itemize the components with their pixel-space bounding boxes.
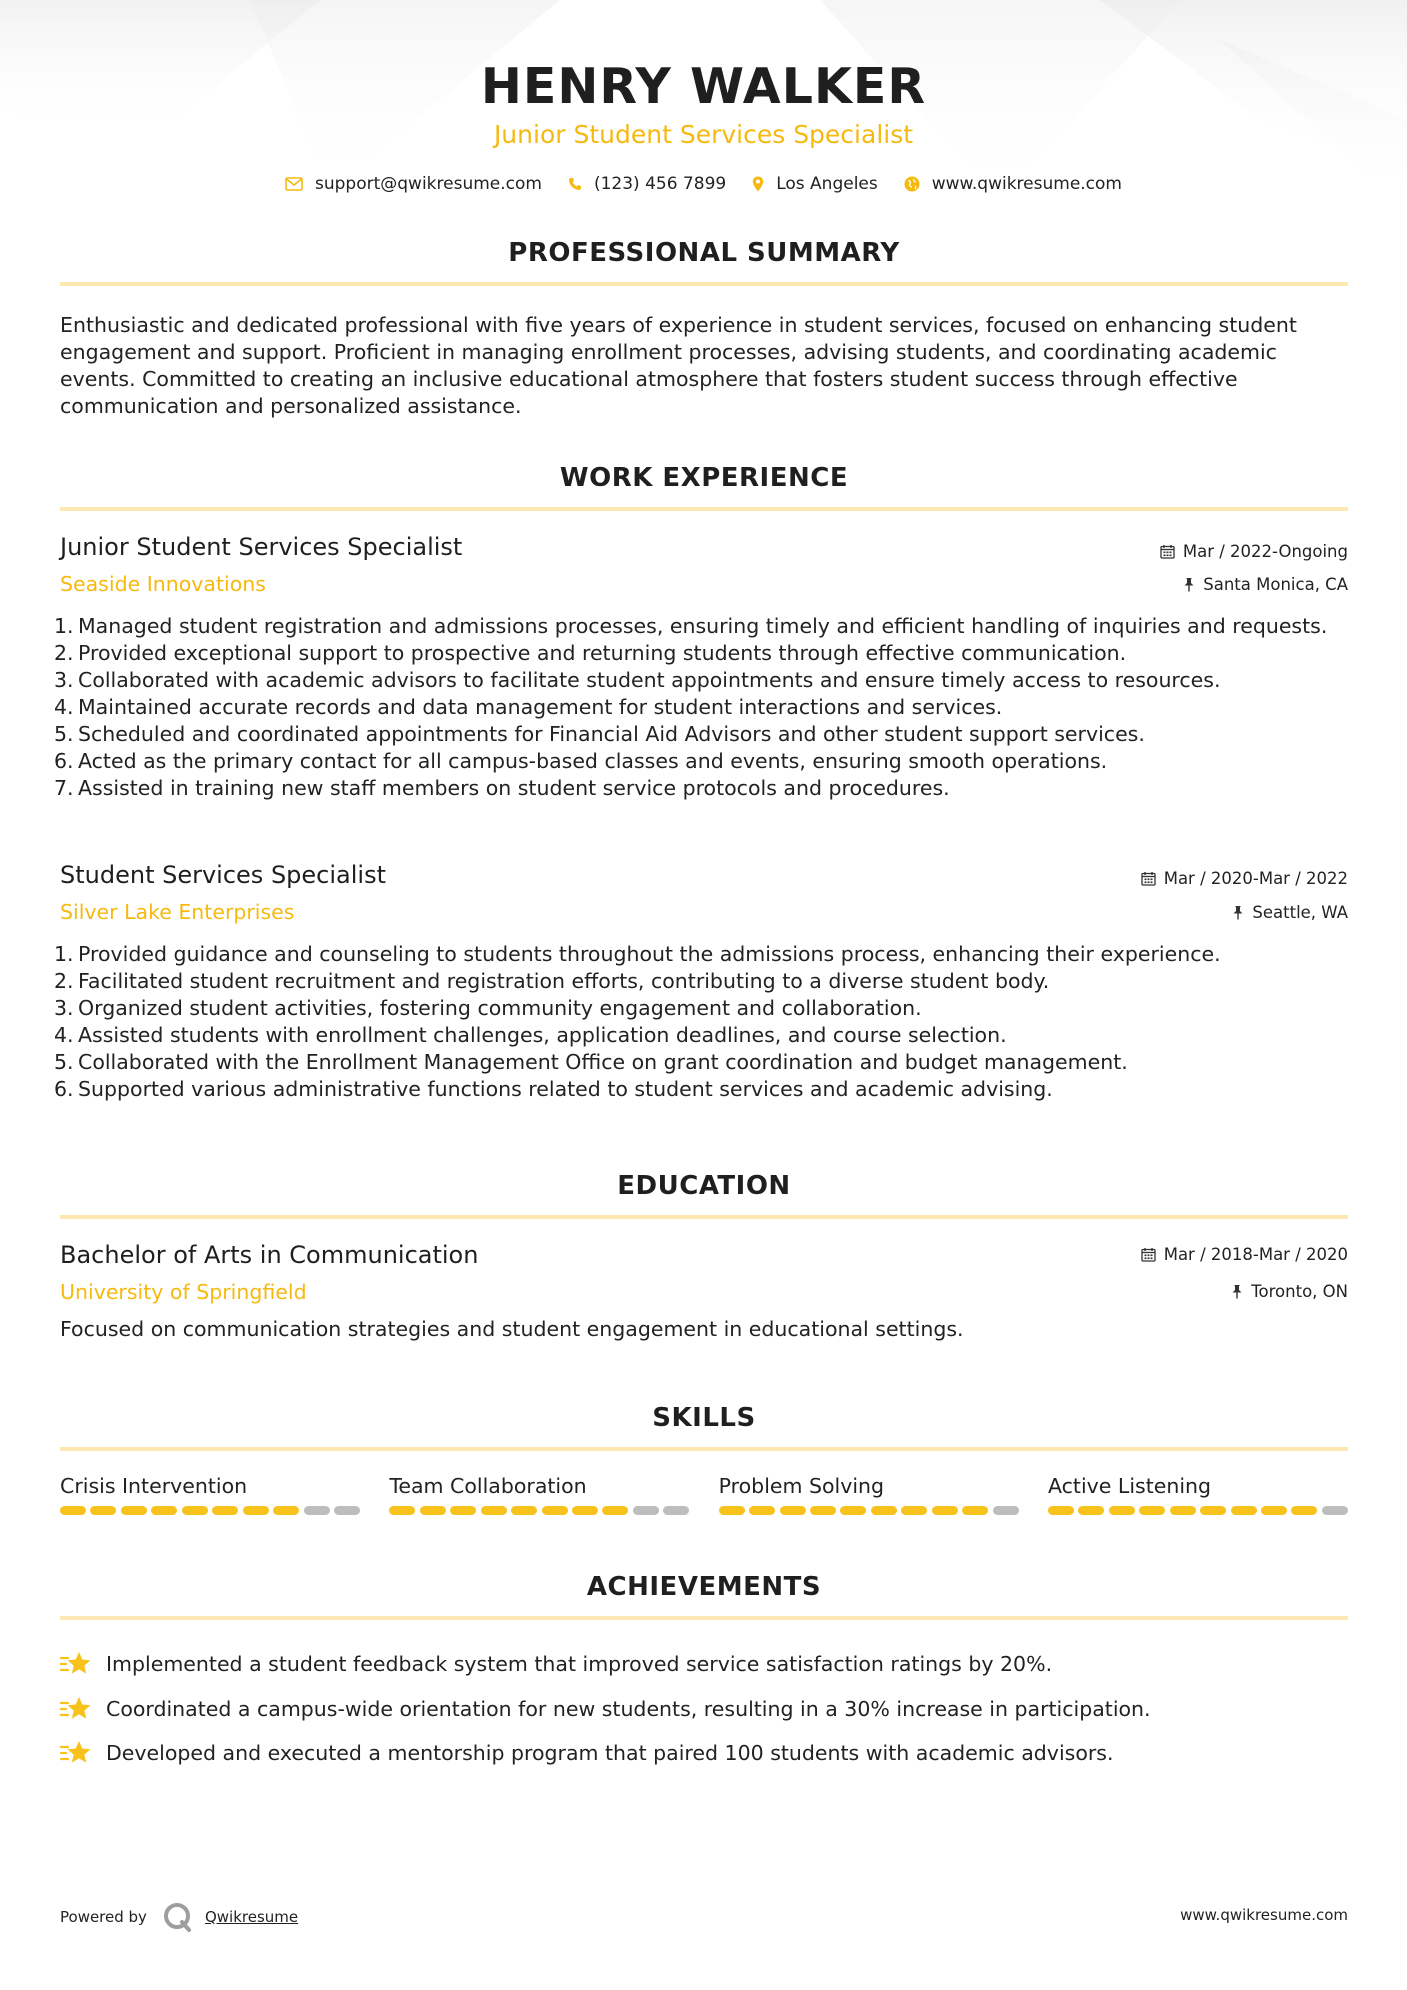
achievement-text: Coordinated a campus-wide orientation for new students, resulting in a 30% increase in participation. [106, 1696, 1151, 1721]
job-responsibilities [54, 941, 1348, 1103]
pushpin-icon [1183, 577, 1195, 592]
skill-segment-filled [511, 1506, 537, 1515]
job-title: Junior Student Services Specialist [60, 533, 463, 561]
skill-segment-filled [389, 1506, 415, 1515]
brand-link[interactable]: Qwikresume [204, 1908, 299, 1926]
list-item: 1. Managed student registration and admissions processes, ensuring timely and efficient handling of inquiries and requests. [54, 614, 1328, 638]
degree-title: Bachelor of Arts in Communication [60, 1241, 479, 1269]
skill-segment-filled [1261, 1506, 1287, 1515]
calendar-icon [1141, 1247, 1156, 1262]
skill-segment-empty [663, 1506, 689, 1515]
skill-segment-filled [962, 1506, 988, 1515]
contact-email[interactable] [285, 174, 542, 194]
skill-level-bar [60, 1506, 360, 1515]
star-icon [60, 1650, 92, 1678]
section-title-achievements: ACHIEVEMENTS [586, 1572, 822, 1602]
list-item: 2. Provided exceptional support to prospective and returning students through effective communication. [54, 641, 1127, 665]
star-icon [60, 1695, 92, 1723]
skill-segment-filled [1109, 1506, 1135, 1515]
skill-level-bar [1048, 1506, 1348, 1515]
list-item: 7. Assisted in training new staff members on student service protocols and procedures. [54, 776, 950, 800]
footer-website[interactable]: www.qwikresume.com [1180, 1906, 1348, 1924]
education-location [1231, 1282, 1348, 1301]
contact-location [752, 174, 878, 194]
email-text: support@qwikresume.com [315, 174, 542, 194]
list-item: 1. Provided guidance and counseling to students throughout the admissions process, enhancing their experience. [54, 942, 1221, 966]
skill-level-bar [719, 1506, 1019, 1515]
section-divider [60, 1447, 1348, 1451]
skill-segment-filled [450, 1506, 476, 1515]
achievement-text: Implemented a student feedback system that improved service satisfaction ratings by 20%. [106, 1652, 1053, 1677]
list-item: 5. Collaborated with the Enrollment Management Office on grant coordination and budget management. [54, 1050, 1128, 1074]
skill-item [1048, 1474, 1348, 1515]
list-item: 4. Assisted students with enrollment challenges, application deadlines, and course selection. [54, 1023, 1007, 1047]
education-dates [1141, 1245, 1348, 1264]
skill-segment-filled [1231, 1506, 1257, 1515]
achievement-item [60, 1731, 1348, 1776]
skill-segment-empty [633, 1506, 659, 1515]
section-divider [60, 507, 1348, 511]
envelope-icon [285, 177, 303, 191]
skill-segment-filled [780, 1506, 806, 1515]
list-item: 6. Supported various administrative functions related to student services and academic advising. [54, 1077, 1053, 1101]
job-location-text: Santa Monica, CA [1203, 575, 1348, 594]
list-item: 4. Maintained accurate records and data management for student interactions and services. [54, 695, 1003, 719]
education-location-text: Toronto, ON [1251, 1282, 1348, 1301]
skill-segment-filled [542, 1506, 568, 1515]
list-item: 2. Facilitated student recruitment and registration efforts, contributing to a diverse student body. [54, 969, 1050, 993]
skill-segment-filled [243, 1506, 269, 1515]
skill-segment-filled [719, 1506, 745, 1515]
job-dates-text: Mar / 2020-Mar / 2022 [1163, 869, 1348, 888]
skill-segment-filled [273, 1506, 299, 1515]
skill-segment-filled [932, 1506, 958, 1515]
map-pin-icon [752, 176, 764, 192]
skill-segment-empty [334, 1506, 360, 1515]
skill-segment-filled [1048, 1506, 1074, 1515]
section-title-summary: PROFESSIONAL SUMMARY [508, 238, 900, 268]
skill-item [389, 1474, 689, 1515]
achievement-item [60, 1642, 1348, 1687]
skill-segment-filled [1078, 1506, 1104, 1515]
skill-segment-filled [602, 1506, 628, 1515]
calendar-icon [1160, 544, 1175, 559]
powered-by-label: Powered by [60, 1908, 147, 1926]
skill-segment-filled [420, 1506, 446, 1515]
job-location [1232, 903, 1348, 922]
skills-list [60, 1474, 1348, 1515]
skill-segment-empty [1322, 1506, 1348, 1515]
skill-segment-empty [993, 1506, 1019, 1515]
company-name: Silver Lake Enterprises [60, 900, 295, 924]
job-dates [1141, 869, 1348, 888]
section-title-work: WORK EXPERIENCE [559, 463, 849, 493]
skill-segment-filled [1291, 1506, 1317, 1515]
skill-segment-filled [572, 1506, 598, 1515]
globe-icon [904, 176, 920, 192]
education-description: Focused on communication strategies and student engagement in educational settings. [60, 1317, 964, 1341]
section-title-education: EDUCATION [617, 1171, 791, 1201]
section-divider [60, 282, 1348, 286]
education-dates-text: Mar / 2018-Mar / 2020 [1163, 1245, 1348, 1264]
job-dates-text: Mar / 2022-Ongoing [1182, 542, 1348, 561]
achievements-list [60, 1642, 1348, 1776]
section-divider [60, 1215, 1348, 1219]
skill-segment-filled [1139, 1506, 1165, 1515]
skill-name: Problem Solving [718, 1474, 885, 1498]
job-title: Student Services Specialist [60, 861, 386, 889]
skill-segment-filled [1200, 1506, 1226, 1515]
pushpin-icon [1231, 1284, 1243, 1299]
summary-text: Enthusiastic and dedicated professional with five years of experience in student services, focused on enhancing student engagement and support. Proficient in managing enrollment processes, advising students, and coordinating academic events. Committed to creating an inclusive educational atmosphere that fosters student success through effective communication and personalized assistance. [60, 313, 1297, 418]
achievement-text: Developed and executed a mentorship program that paired 100 students with academic advisors. [106, 1741, 1114, 1766]
achievement-item [60, 1687, 1348, 1732]
skill-name: Active Listening [1047, 1474, 1212, 1498]
skill-segment-empty [304, 1506, 330, 1515]
skill-item [719, 1474, 1019, 1515]
skill-segment-filled [749, 1506, 775, 1515]
list-item: 3. Organized student activities, fostering community engagement and collaboration. [54, 996, 922, 1020]
calendar-icon [1141, 871, 1156, 886]
skill-segment-filled [481, 1506, 507, 1515]
candidate-name: HENRY WALKER [480, 58, 927, 115]
candidate-title: Junior Student Services Specialist [493, 120, 914, 149]
skill-segment-filled [1170, 1506, 1196, 1515]
skill-segment-filled [810, 1506, 836, 1515]
company-name: Seaside Innovations [60, 572, 266, 596]
list-item: 5. Scheduled and coordinated appointments for Financial Aid Advisors and other student support services. [54, 722, 1145, 746]
skill-segment-filled [121, 1506, 147, 1515]
skill-segment-filled [871, 1506, 897, 1515]
skill-segment-filled [90, 1506, 116, 1515]
job-responsibilities [54, 613, 1348, 802]
qwikresume-logo-icon [161, 1900, 195, 1934]
skill-segment-filled [60, 1506, 86, 1515]
skill-name: Crisis Intervention [60, 1474, 248, 1498]
section-divider [60, 1616, 1348, 1620]
skill-segment-filled [840, 1506, 866, 1515]
section-title-skills: SKILLS [652, 1403, 756, 1433]
phone-icon [568, 177, 582, 191]
job-location [1183, 575, 1348, 594]
skill-name: Team Collaboration [389, 1474, 587, 1498]
job-location-text: Seattle, WA [1252, 903, 1348, 922]
school-name: University of Springfield [60, 1280, 307, 1304]
pushpin-icon [1232, 905, 1244, 920]
contact-website[interactable] [904, 174, 1122, 194]
list-item: 3. Collaborated with academic advisors to facilitate student appointments and ensure timely access to resources. [54, 668, 1221, 692]
website-text: www.qwikresume.com [931, 174, 1122, 194]
skill-segment-filled [901, 1506, 927, 1515]
job-dates [1160, 542, 1348, 561]
skill-segment-filled [212, 1506, 238, 1515]
phone-text: (123) 456 7899 [593, 174, 727, 194]
skill-segment-filled [151, 1506, 177, 1515]
contact-bar [0, 174, 1407, 194]
skill-item [60, 1474, 360, 1515]
location-text: Los Angeles [776, 174, 878, 194]
skill-level-bar [389, 1506, 689, 1515]
skill-segment-filled [182, 1506, 208, 1515]
star-icon [60, 1739, 92, 1767]
list-item: 6. Acted as the primary contact for all campus-based classes and events, ensuring smooth operations. [54, 749, 1108, 773]
contact-phone[interactable] [568, 174, 726, 194]
footer-powered-by [60, 1900, 298, 1934]
